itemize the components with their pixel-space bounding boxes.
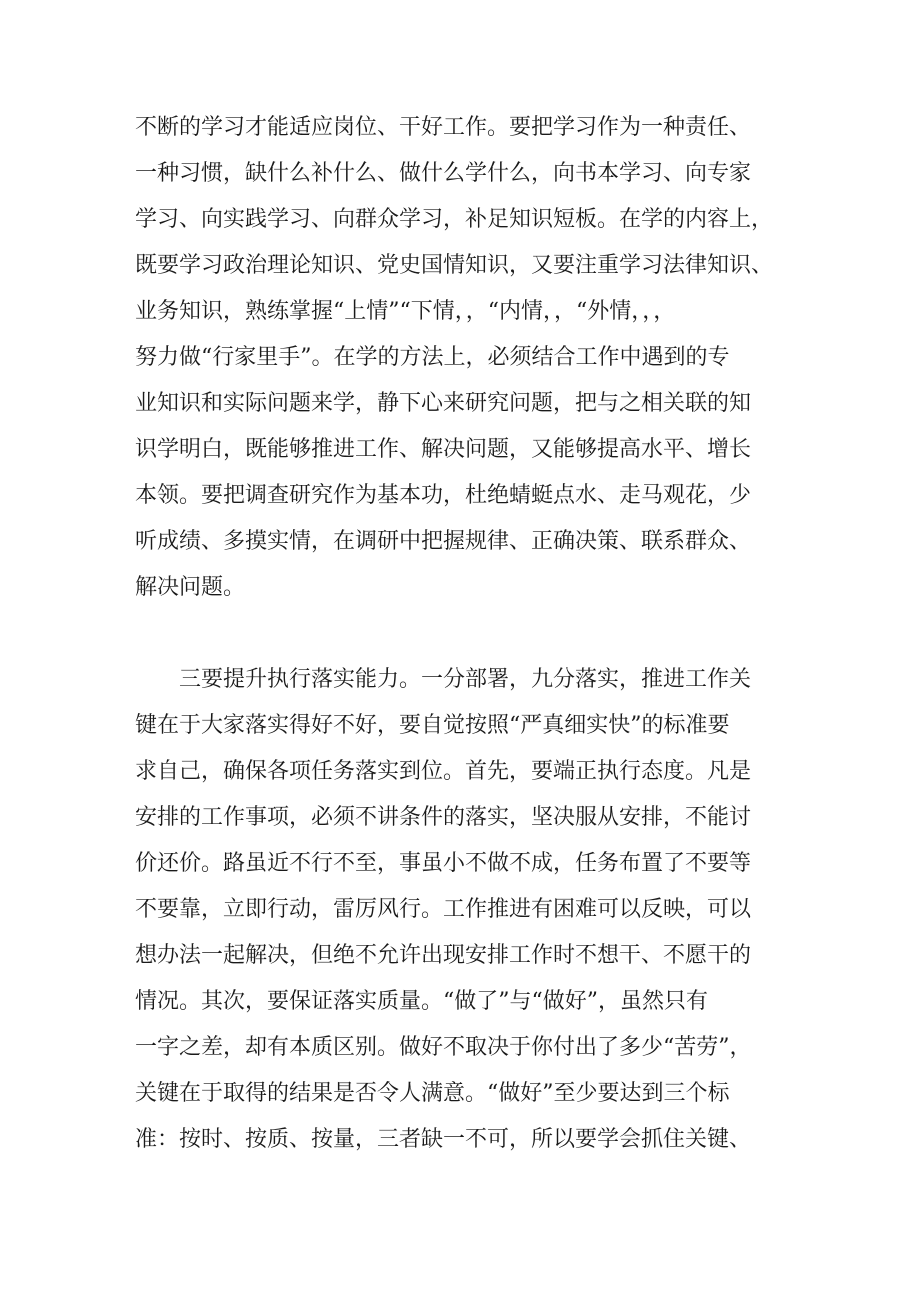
paragraph-line: 情况。其次，要保证落实质量。“做了”与“做好”，虽然只有 [135,989,708,1014]
paragraph-line: 想办法一起解决，但绝不允许出现安排工作时不想干、不愿干的 [135,943,752,968]
paragraph-line: 安排的工作事项，必须不讲条件的落实，坚决服从安排，不能讨 [135,805,752,830]
paragraph-line: 努力做“行家里手”。在学的方法上，必须结合工作中遇到的专 [135,345,730,370]
paragraph-line: 不要靠，立即行动，雷厉风行。工作推进有困难可以反映，可以 [135,897,752,922]
paragraph-line: 准：按时、按质、按量，三者缺一不可，所以要学会抓住关键、 [135,1127,752,1152]
paragraph-line: 求自己，确保各项任务落实到位。首先，要端正执行态度。凡是 [135,759,752,784]
paragraph-line: 学习、向实践学习、向群众学习，补足知识短板。在学的内容上， [135,207,774,232]
paragraph-line: 既要学习政治理论知识、党史国情知识，又要注重学习法律知识、 [135,253,774,278]
paragraph-line: 识学明白，既能够推进工作、解决问题，又能够提高水平、增长 [135,437,752,462]
paragraph-learning [135,108,795,600]
paragraph-line: 本领。要把调查研究作为基本功，杜绝蜻蜓点水、走马观花，少 [135,483,752,508]
paragraph-line: 业务知识，熟练掌握“上情”“下情，，“内情，，“外情，，， [135,299,676,324]
paragraph-first-line: 三要提升执行落实能力。一分部署，九分落实，推进工作关 [179,667,752,692]
paragraph-line: 键在于大家落实得好不好，要自觉按照“严真细实快”的标准要 [135,713,730,738]
paragraph-line: 听成绩、多摸实情，在调研中把握规律、正确决策、联系群众、 [135,529,752,554]
paragraph-line: 一字之差，却有本质区别。做好不取决于你付出了多少“苦劳”， [135,1035,752,1060]
paragraph-execution [135,660,795,1180]
paragraph-line: 不断的学习才能适应岗位、干好工作。要把学习作为一种责任、 [135,115,752,140]
paragraph-line: 一种习惯，缺什么补什么、做什么学什么，向书本学习、向专家 [135,161,752,186]
paragraph-line: 价还价。路虽近不行不至，事虽小不做不成，任务布置了不要等 [135,851,752,876]
paragraph-line: 关键在于取得的结果是否令人满意。“做好”至少要达到三个标 [135,1081,730,1106]
paragraph-line: 业知识和实际问题来学，静下心来研究问题，把与之相关联的知 [135,391,752,416]
paragraph-line: 解决问题。 [135,575,246,600]
